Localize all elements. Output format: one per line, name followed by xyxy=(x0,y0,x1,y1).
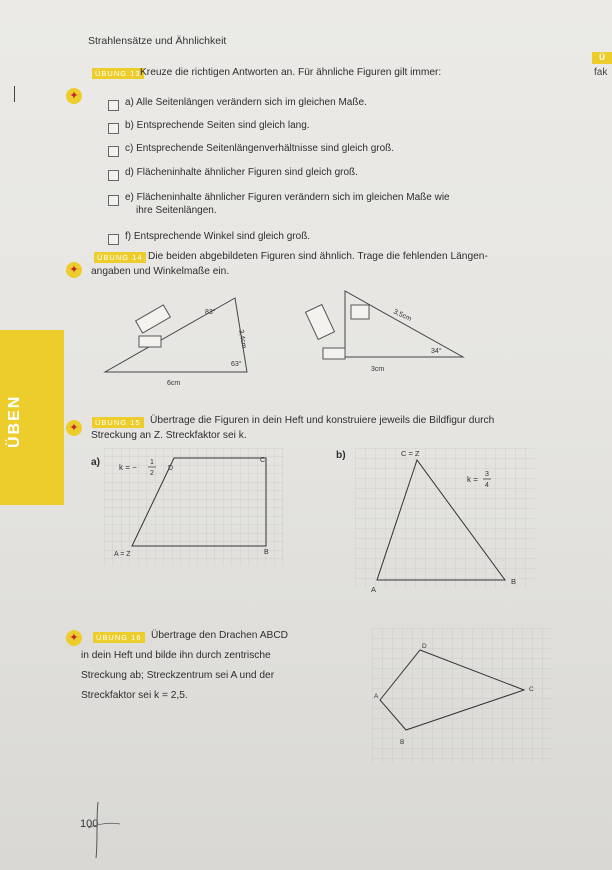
margin-tab: Ü xyxy=(592,52,612,64)
option-f-checkbox[interactable] xyxy=(108,234,119,245)
option-c-checkbox[interactable] xyxy=(108,146,119,157)
task13-prompt: Kreuze die richtigen Antworten an. Für ähnliche Figuren gilt immer: xyxy=(140,67,442,78)
runner-icon: ✦ xyxy=(66,420,82,436)
answer-box xyxy=(306,305,335,340)
triangle-2 xyxy=(345,291,463,357)
task16-line-1: Übertrage den Drachen ABCD xyxy=(151,630,289,641)
option-d-text: d) Flächeninhalte ähnlicher Figuren sind gleich groß. xyxy=(125,167,358,178)
task13-badge: ÜBUNG 13 xyxy=(92,68,144,79)
option-a-checkbox[interactable] xyxy=(108,100,119,111)
hyp-label: 3,5cm xyxy=(392,308,413,323)
k-prefix: k = − xyxy=(119,463,137,472)
k-denominator: 2 xyxy=(150,470,154,477)
pen-mark xyxy=(86,800,126,860)
task14-prompt: Die beiden abgebildeten Figuren sind ähnlich. Trage die fehlenden Längen- xyxy=(148,251,488,262)
task16-line-4: Streckfaktor sei k = 2,5. xyxy=(81,690,188,701)
option-b-checkbox[interactable] xyxy=(108,123,119,134)
task15b-grid-figure xyxy=(355,448,535,598)
base-label: 3cm xyxy=(371,366,385,373)
task15a-grid-figure xyxy=(104,448,284,566)
page-header-title: Strahlensätze und Ähnlichkeit xyxy=(88,35,227,47)
label-c-z: C = Z xyxy=(401,449,420,458)
task16-badge: ÜBUNG 16 xyxy=(93,632,145,643)
label-c: C xyxy=(260,457,266,464)
angle-right-label: 63° xyxy=(231,361,242,368)
task15-badge: ÜBUNG 15 xyxy=(92,417,144,428)
label-d: D xyxy=(168,465,174,472)
task16-kite-figure xyxy=(372,628,552,763)
answer-box xyxy=(323,348,345,359)
side-label: ÜBEN xyxy=(6,394,23,448)
k-prefix: k = xyxy=(467,475,478,484)
option-e-text-cont: ihre Seitenlängen. xyxy=(136,205,217,216)
task16-line-2: in dein Heft und bilde ihn durch zentrische xyxy=(81,650,271,661)
k-numerator: 3 xyxy=(485,471,489,478)
label-a: A xyxy=(371,585,377,594)
answer-box xyxy=(351,305,369,319)
task15b-label: b) xyxy=(336,450,346,461)
side-right-label: 3,4cm xyxy=(237,329,248,350)
angle-top-label: 83° xyxy=(205,309,216,316)
task16-line-3: Streckung ab; Streckzentrum sei A und der xyxy=(81,670,275,681)
answer-box xyxy=(139,336,161,347)
label-b: B xyxy=(511,577,517,586)
label-a-z: A = Z xyxy=(114,551,131,558)
option-d-checkbox[interactable] xyxy=(108,170,119,181)
option-e-checkbox[interactable] xyxy=(108,195,119,206)
triangle-1 xyxy=(105,298,247,372)
task14-prompt-cont: angaben und Winkelmaße ein. xyxy=(91,266,230,277)
task15-prompt-cont: Streckung an Z. Streckfaktor sei k. xyxy=(91,430,247,441)
k-numerator: 1 xyxy=(150,459,154,466)
grid-background xyxy=(355,448,535,588)
label-d: D xyxy=(422,643,427,650)
margin-line xyxy=(14,86,15,102)
base-label: 6cm xyxy=(167,380,181,387)
answer-box xyxy=(136,305,171,333)
option-f-text: f) Entsprechende Winkel sind gleich groß. xyxy=(125,231,311,242)
label-b: B xyxy=(400,739,405,746)
task15-prompt: Übertrage die Figuren in dein Heft und konstruiere jeweils die Bildfigur durch xyxy=(150,415,495,426)
label-b: B xyxy=(264,549,269,556)
runner-icon: ✦ xyxy=(66,262,82,278)
grid-background xyxy=(372,628,552,763)
option-a-text: a) Alle Seitenlängen verändern sich im gleichen Maße. xyxy=(125,97,367,108)
runner-icon: ✦ xyxy=(66,88,82,104)
task15a-label: a) xyxy=(91,457,101,468)
task14-figure-2 xyxy=(303,285,473,380)
option-e-text: e) Flächeninhalte ähnlicher Figuren verändern sich im gleichen Maße wie xyxy=(125,192,450,203)
option-b-text: b) Entsprechende Seiten sind gleich lang. xyxy=(125,120,310,131)
runner-icon: ✦ xyxy=(66,630,82,646)
angle-right-label: 34° xyxy=(431,348,442,355)
k-denominator: 4 xyxy=(485,482,489,489)
page-number: 100 xyxy=(80,818,99,830)
label-c: C xyxy=(529,686,534,693)
label-a: A xyxy=(374,693,379,700)
margin-fragment: fak xyxy=(594,67,608,78)
option-c-text: c) Entsprechende Seitenlängenverhältnisse sind gleich groß. xyxy=(125,143,395,154)
task14-figure-1 xyxy=(95,290,265,395)
task14-badge: ÜBUNG 14 xyxy=(94,252,146,263)
